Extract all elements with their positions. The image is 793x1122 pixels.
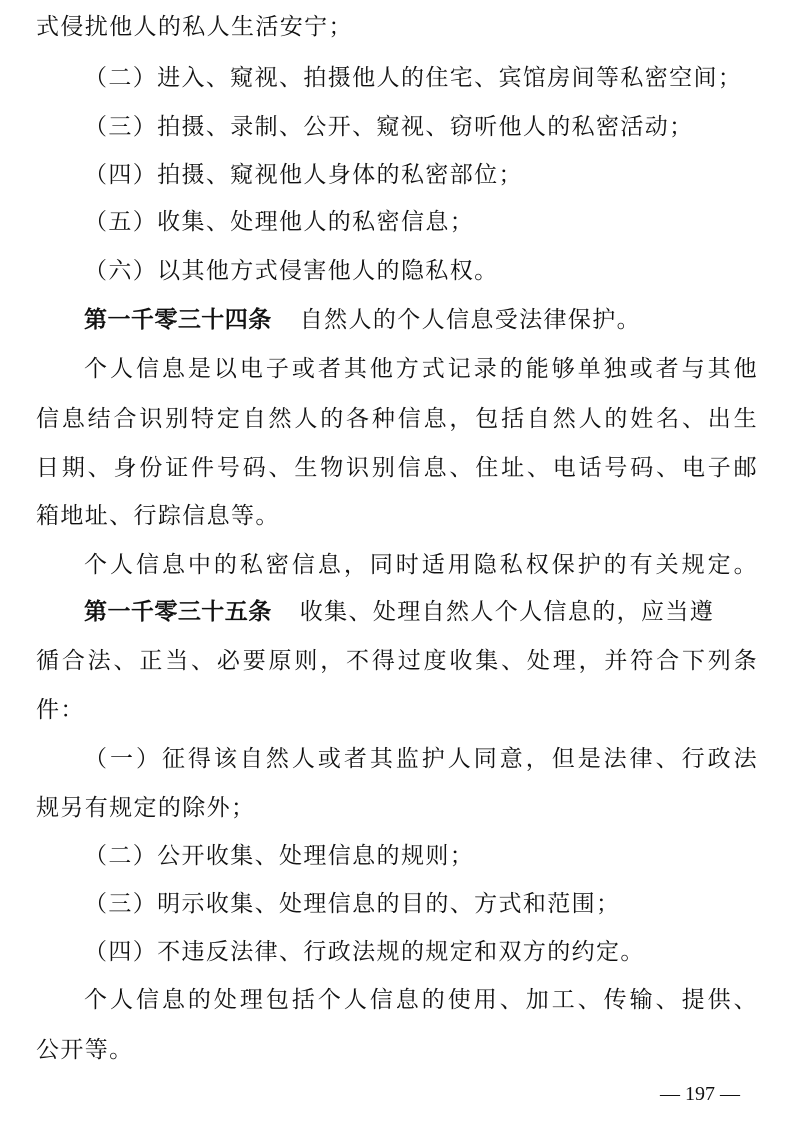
text-line: （三）明示收集、处理信息的目的、方式和范围；: [84, 891, 621, 917]
text-line: 信息结合识别特定自然人的各种信息，包括自然人的姓名、出生: [36, 406, 758, 432]
text-line: （二）进入、窥视、拍摄他人的住宅、宾馆房间等私密空间；: [84, 65, 743, 91]
article-heading: 第一千零三十五条: [84, 599, 272, 625]
article-text: 收集、处理自然人个人信息的，应当遵: [299, 599, 715, 625]
text-line: 个人信息是以电子或者其他方式记录的能够单独或者与其他: [84, 356, 758, 382]
text-line: （二）公开收集、处理信息的规则；: [84, 843, 475, 869]
text-line: （五）收集、处理他人的私密信息；: [84, 209, 475, 235]
text-line: 箱地址、行踪信息等。: [36, 503, 280, 529]
text-line: 个人信息中的私密信息，同时适用隐私权保护的有关规定。: [84, 552, 758, 578]
text-line: 件：: [36, 697, 85, 723]
article-1034: [84, 305, 758, 335]
article-heading: 第一千零三十四条: [84, 307, 272, 333]
text-line: （六）以其他方式侵害他人的隐私权。: [84, 258, 499, 284]
text-line: 循合法、正当、必要原则，不得过度收集、处理，并符合下列条: [36, 648, 758, 674]
text-line: 日期、身份证件号码、生物识别信息、住址、电话号码、电子邮: [36, 455, 758, 481]
article-1035: [84, 597, 758, 627]
text-line: 公开等。: [36, 1037, 134, 1063]
text-line: 个人信息的处理包括个人信息的使用、加工、传输、提供、: [84, 987, 758, 1013]
text-line: 式侵扰他人的私人生活安宁；: [36, 14, 353, 40]
article-text: 自然人的个人信息受法律保护。: [299, 307, 642, 333]
text-line: （一）征得该自然人或者其监护人同意，但是法律、行政法: [84, 746, 758, 772]
text-line: （四）拍摄、窥视他人身体的私密部位；: [84, 162, 523, 188]
page-number: — 197 —: [660, 1083, 740, 1105]
text-line: （三）拍摄、录制、公开、窥视、窃听他人的私密活动；: [84, 114, 694, 140]
text-line: （四）不违反法律、行政法规的规定和双方的约定。: [84, 939, 645, 965]
text-line: 规另有规定的除外；: [36, 795, 256, 821]
